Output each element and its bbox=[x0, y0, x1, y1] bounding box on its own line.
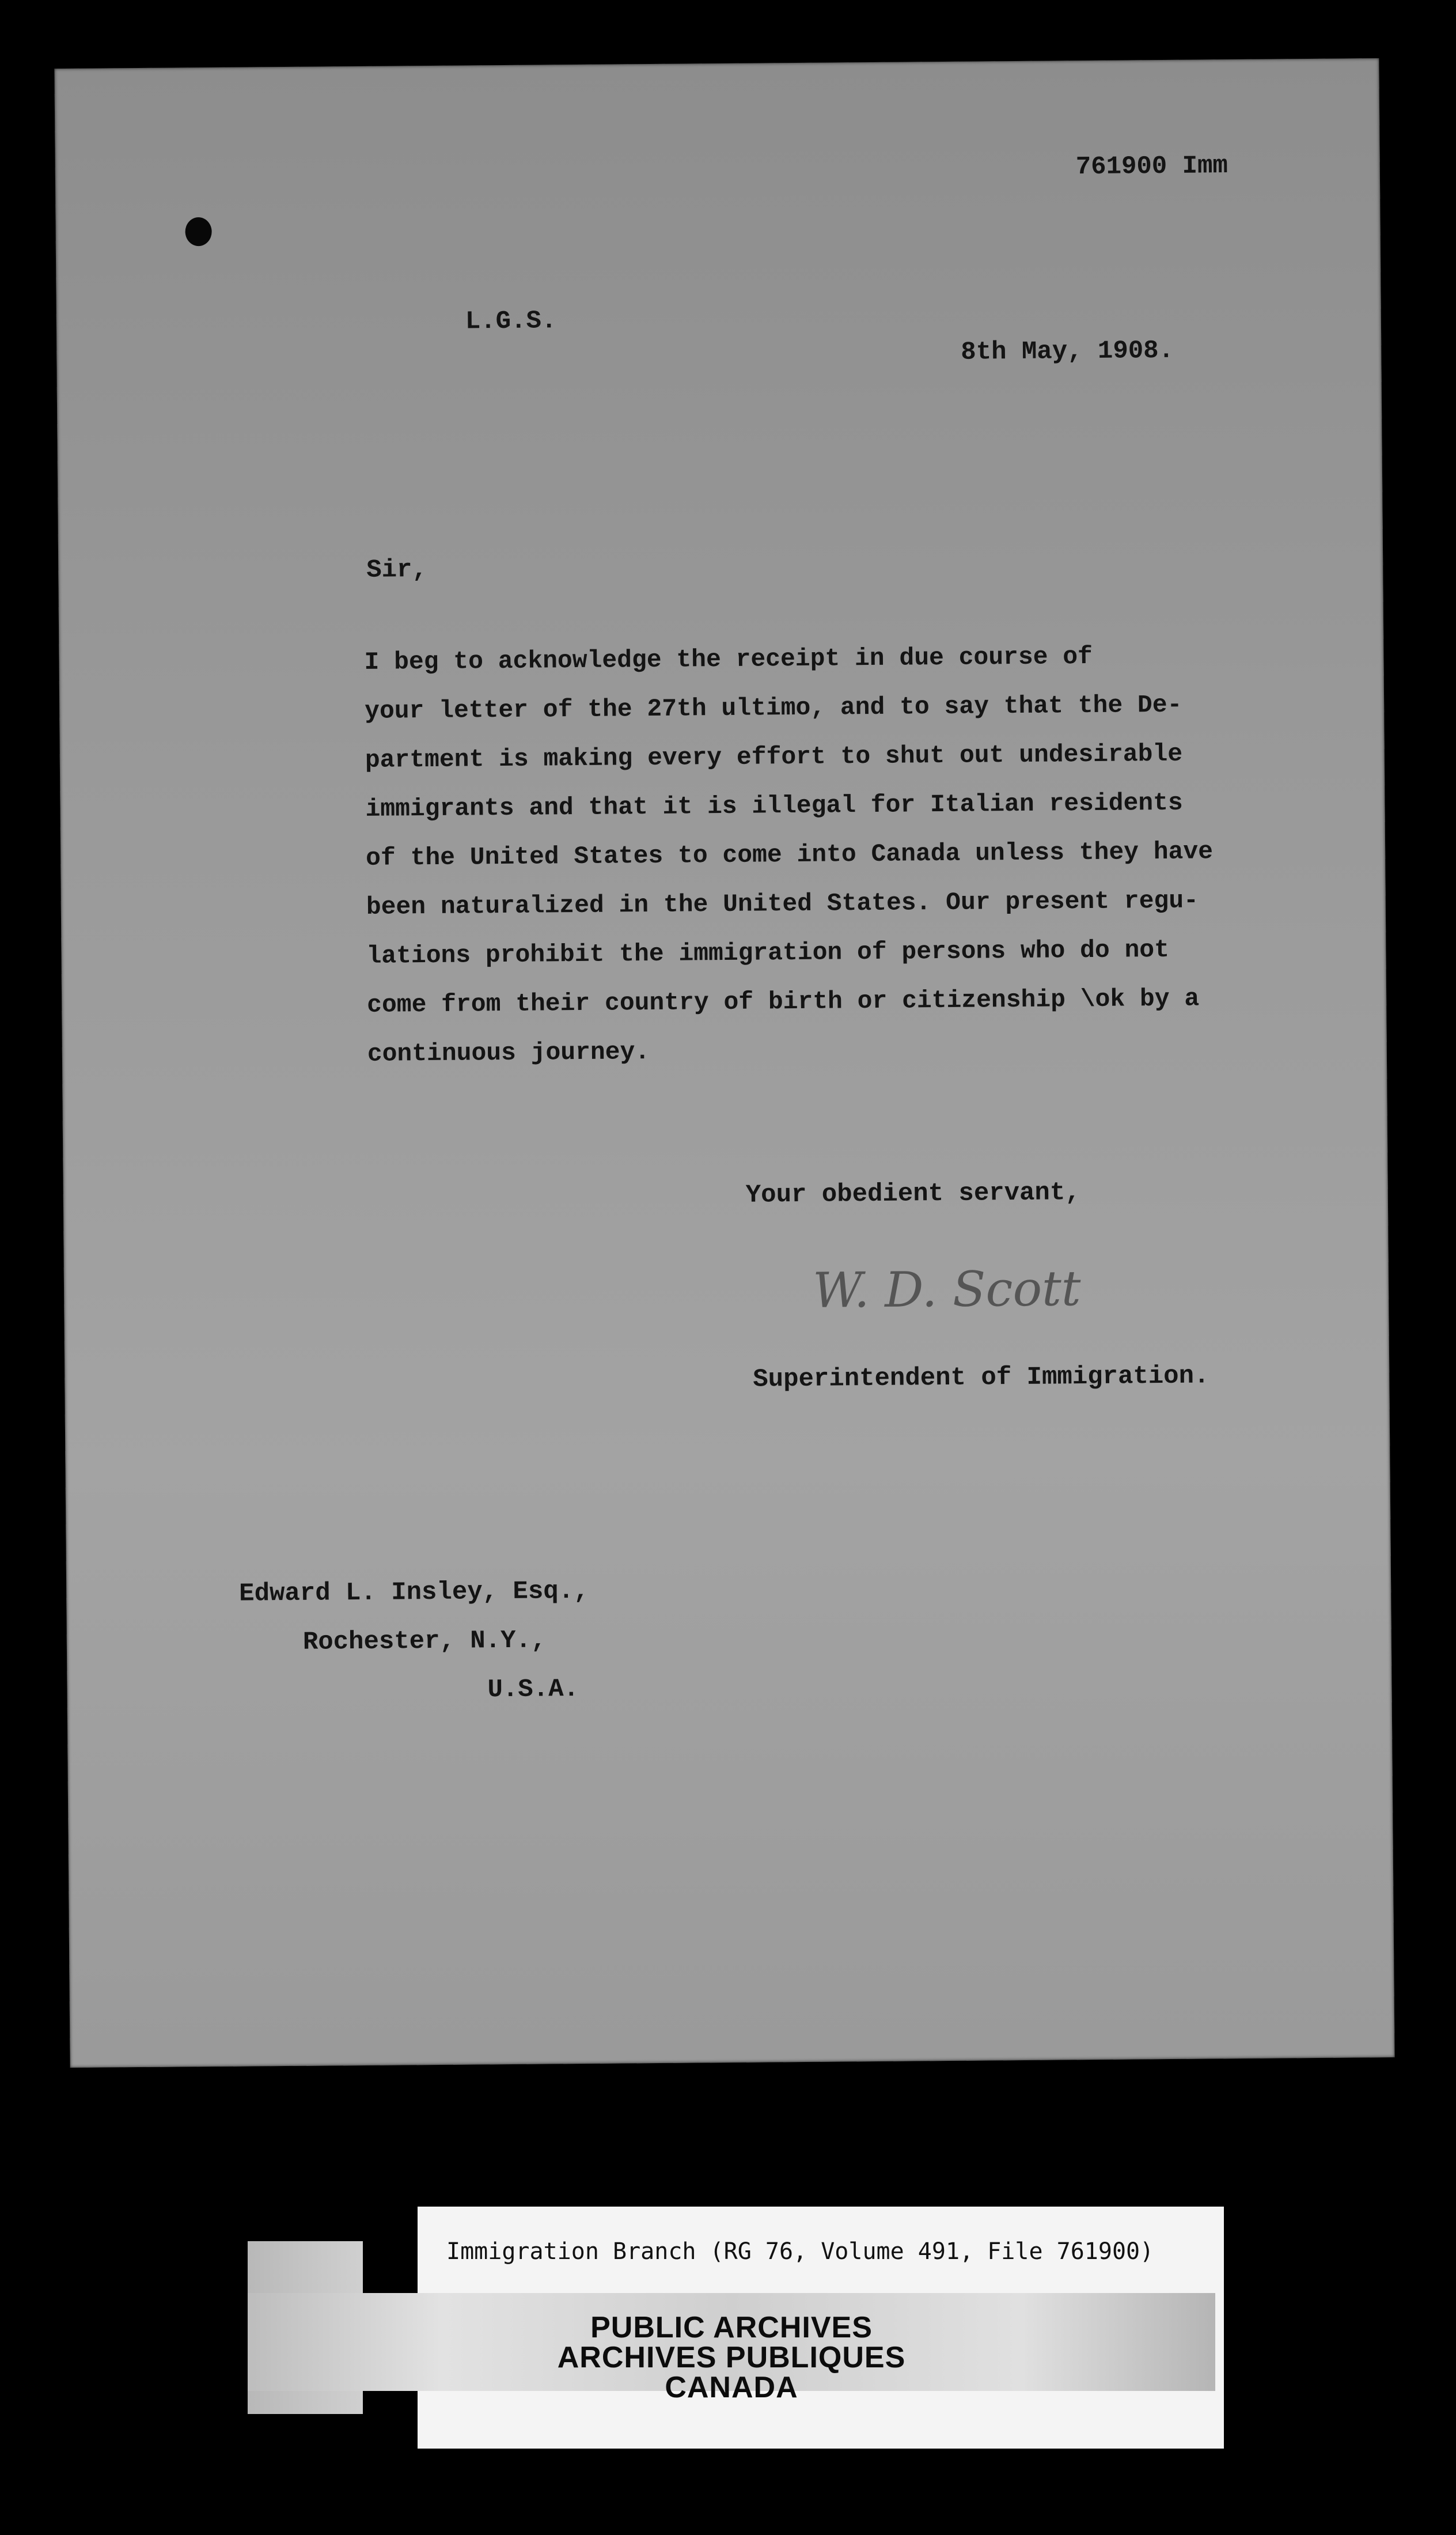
body-line: your letter of the 27th ultimo, and to say that the De- bbox=[364, 690, 1182, 725]
recipient-city: Rochester, N.Y., bbox=[302, 1626, 547, 1657]
closing: Your obedient servant, bbox=[745, 1178, 1080, 1210]
recipient-country: U.S.A. bbox=[487, 1675, 579, 1705]
archive-reference: Immigration Branch (RG 76, Volume 491, File 761900) bbox=[446, 2238, 1154, 2265]
sender-initials: L.G.S. bbox=[465, 307, 557, 336]
archive-label bbox=[248, 2207, 1215, 2449]
letter-page bbox=[54, 58, 1394, 2068]
stamp-line-1: PUBLIC ARCHIVES bbox=[590, 2311, 873, 2344]
signature bbox=[806, 1241, 1129, 1335]
salutation: Sir, bbox=[366, 555, 428, 585]
signature-text: W. D. Scott bbox=[812, 1260, 1081, 1319]
body-line: continuous journey. bbox=[367, 1038, 650, 1068]
file-reference: 761900 Imm bbox=[1075, 152, 1228, 182]
recipient-name: Edward L. Insley, Esq., bbox=[239, 1576, 589, 1609]
punch-hole bbox=[185, 217, 211, 246]
body-line: of the United States to come into Canada unless they have bbox=[365, 837, 1214, 872]
body-line: been naturalized in the United States. Our present regu- bbox=[366, 886, 1199, 921]
body-line: lations prohibit the immigration of persons who do not bbox=[366, 935, 1170, 970]
signer-title: Superintendent of Immigration. bbox=[753, 1361, 1209, 1394]
stamp-line-3: CANADA bbox=[665, 2371, 798, 2404]
body-line: I beg to acknowledge the receipt in due course of bbox=[364, 642, 1093, 676]
body-line: partment is making every effort to shut out undesirable bbox=[365, 739, 1183, 774]
letter-date: 8th May, 1908. bbox=[961, 336, 1174, 367]
body-line: immigrants and that it is illegal for Italian residents bbox=[365, 788, 1183, 823]
body-line: come from their country of birth or citizenship \ok by a bbox=[366, 984, 1200, 1019]
stamp-line-2: ARCHIVES PUBLIQUES bbox=[557, 2341, 906, 2374]
